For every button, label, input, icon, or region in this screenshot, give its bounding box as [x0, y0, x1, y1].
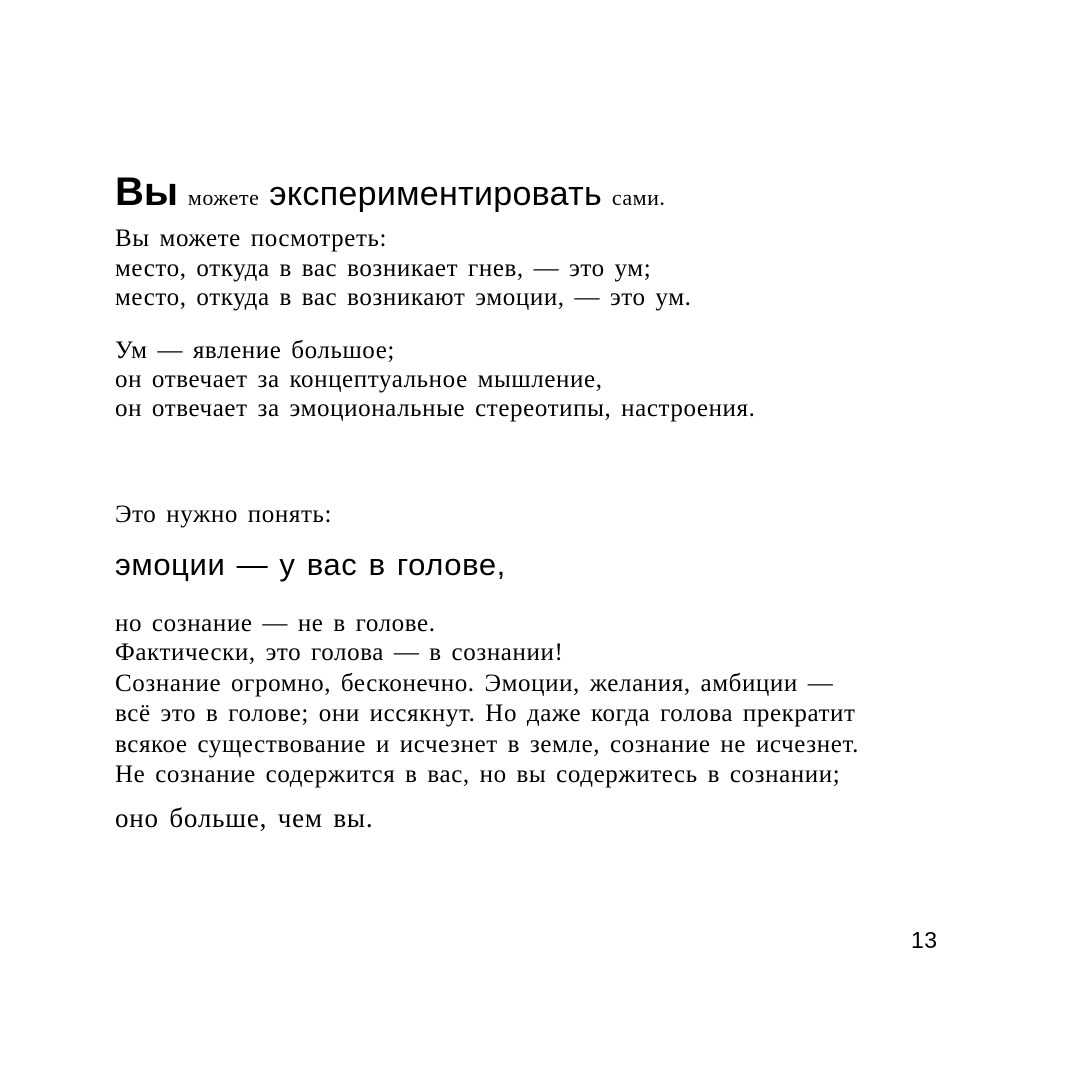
- paragraph3-line: но сознание — не в голове.: [115, 610, 436, 637]
- paragraph3-line: всё это в голове; они иссякнут. Но даже когда голова прекратит: [115, 700, 856, 727]
- highlight-line: эмоции — у вас в голове,: [115, 547, 506, 582]
- paragraph2-line: Ум — явление большое;: [115, 337, 395, 364]
- paragraph3-line: Сознание огромно, бесконечно. Эмоции, желания, амбиции —: [115, 670, 834, 697]
- heading-line: [115, 170, 666, 214]
- paragraph3-line: всякое существование и исчезнет в земле, сознание не исчезнет.: [115, 731, 859, 758]
- paragraph2-line: он отвечает за эмоциональные стереотипы, настроения.: [115, 395, 756, 422]
- intro-line: Это нужно понять:: [115, 501, 333, 528]
- paragraph3-line: Не сознание содержится в вас, но вы содержитесь в сознании;: [115, 761, 841, 788]
- heading-word-can: можете: [187, 185, 260, 210]
- heading-word-experiment: экспериментировать: [269, 175, 603, 213]
- heading-word-yourselves: сами.: [611, 185, 666, 210]
- paragraph3-line: Фактически, это голова — в сознании!: [115, 639, 564, 666]
- closing-line: оно больше, чем вы.: [115, 803, 374, 833]
- paragraph2-line: он отвечает за концептуальное мышление,: [115, 366, 603, 393]
- page-number: 13: [911, 927, 938, 953]
- paragraph1-line: место, откуда в вас возникают эмоции, — это ум.: [115, 284, 692, 311]
- heading-word-you: Вы: [115, 170, 179, 214]
- paragraph1-line: место, откуда в вас возникает гнев, — это ум;: [115, 255, 652, 282]
- paragraph1-line: Вы можете посмотреть:: [115, 225, 388, 252]
